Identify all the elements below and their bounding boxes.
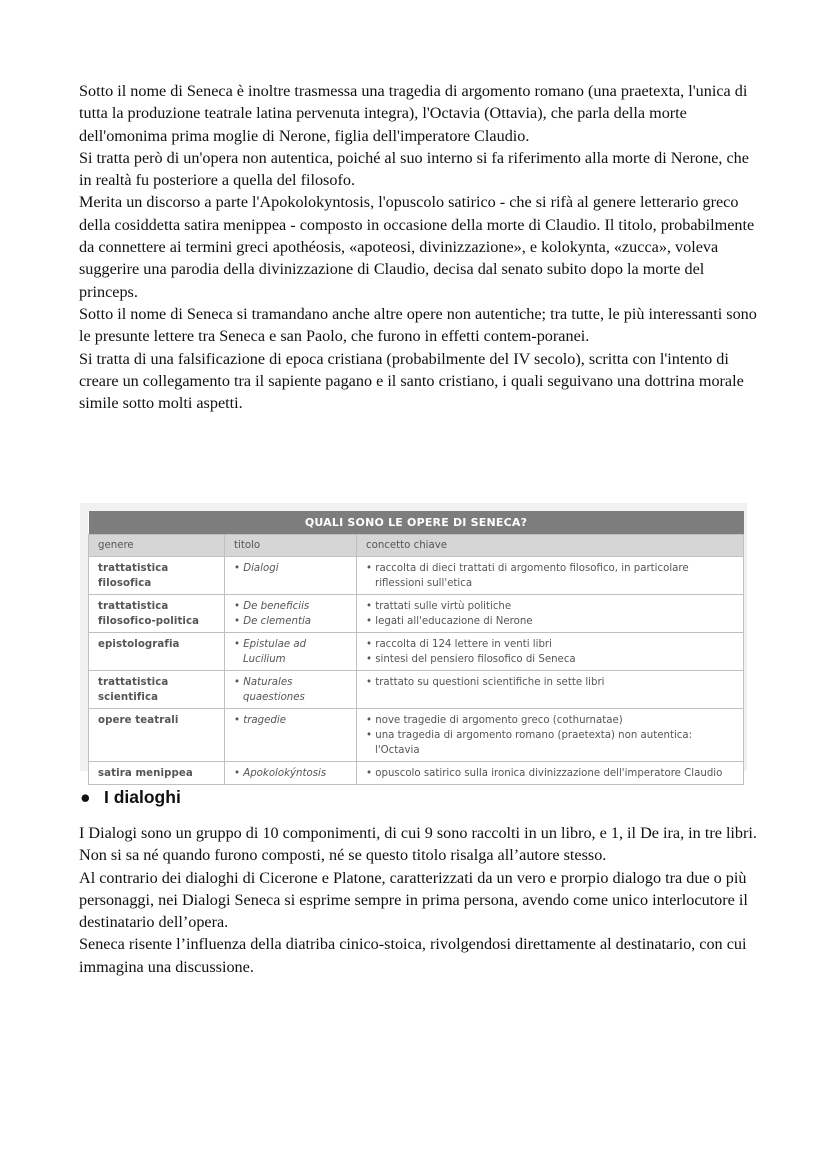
section-heading bbox=[80, 787, 181, 808]
concept-cell bbox=[357, 671, 744, 709]
concept-item: • opuscolo satirico sulla ironica divinizzazione dell'imperatore Claudio bbox=[366, 766, 737, 781]
title-item: • Apokolokýntosis bbox=[234, 766, 350, 781]
concept-cell bbox=[357, 762, 744, 785]
intro-text bbox=[79, 80, 759, 414]
title-item: • Epistulae ad Lucilium bbox=[234, 637, 350, 667]
title-cell bbox=[225, 633, 357, 671]
table-row bbox=[89, 709, 744, 762]
paragraph: Si tratta di una falsificazione di epoca cristiana (probabilmente del IV secolo), scritta con l'intento di creare un collegamento tra il sapiente pagano e il santo cristiano, i quali seguivano una dottrina morale simile sotto molti aspetti. bbox=[79, 349, 744, 413]
bullet-icon: ● bbox=[80, 787, 91, 807]
column-header: titolo bbox=[225, 535, 357, 557]
works-table bbox=[88, 511, 744, 785]
works-table-panel bbox=[80, 503, 747, 779]
genre-cell: trattatistica filosofico-politica bbox=[89, 595, 225, 633]
paragraph: Non si sa né quando furono composti, né se questo titolo risalga all’autore stesso. bbox=[79, 846, 607, 865]
table-caption: QUALI SONO LE OPERE DI SENECA? bbox=[89, 511, 744, 535]
genre-cell: opere teatrali bbox=[89, 709, 225, 762]
column-header: genere bbox=[89, 535, 225, 557]
paragraph: Sotto il nome di Seneca è inoltre trasmessa una tragedia di argomento romano (una praetexta, l'unica di tutta la produzione teatrale latina pervenuta integra), l'Octavia (Ottavia), che parla della morte dell'omonima prima moglie di Nerone, figlia dell'imperatore Claudio. bbox=[79, 82, 748, 145]
genre-cell: trattatistica filosofica bbox=[89, 557, 225, 595]
genre-cell: trattatistica scientifica bbox=[89, 671, 225, 709]
concept-item: • sintesi del pensiero filosofico di Seneca bbox=[366, 652, 737, 667]
title-item: • tragedie bbox=[234, 713, 350, 728]
section-title: I dialoghi bbox=[104, 787, 181, 807]
title-item: • Dialogi bbox=[234, 561, 350, 576]
title-item: • De beneficiis bbox=[234, 599, 350, 614]
concept-cell bbox=[357, 557, 744, 595]
concept-item: • raccolta di dieci trattati di argomento filosofico, in particolare riflessioni sull'etica bbox=[366, 561, 737, 591]
concept-cell bbox=[357, 633, 744, 671]
title-cell bbox=[225, 709, 357, 762]
title-cell bbox=[225, 595, 357, 633]
genre-cell: epistolografia bbox=[89, 633, 225, 671]
title-cell bbox=[225, 671, 357, 709]
paragraph: Merita un discorso a parte l'Apokolokyntosis, l'opuscolo satirico - che si rifà al genere letterario greco della cosiddetta satira menippea - composto in occasione della morte di Claudio. Il titolo, probabilmente da connettere ai termini greci apothéosis, «apoteosi, divinizzazione», e kolokynta, «zucca», voleva suggerire una parodia della divinizzazione di Claudio, decisa dal senato subito dopo la morte del princeps. bbox=[79, 193, 755, 301]
table-row bbox=[89, 633, 744, 671]
column-header: concetto chiave bbox=[357, 535, 744, 557]
paragraph: Sotto il nome di Seneca si tramandano anche altre opere non autentiche; tra tutte, le più interessanti sono le presunte lettere tra Seneca e san Paolo, che furono in effetti contem-poranei. bbox=[79, 304, 757, 346]
genre-cell: satira menippea bbox=[89, 762, 225, 785]
concept-cell bbox=[357, 595, 744, 633]
concept-item: • legati all'educazione di Nerone bbox=[366, 614, 737, 629]
table-row bbox=[89, 557, 744, 595]
title-item: • Naturales quaestiones bbox=[234, 675, 350, 705]
title-cell bbox=[225, 557, 357, 595]
concept-cell bbox=[357, 709, 744, 762]
paragraph: Si tratta però di un'opera non autentica, poiché al suo interno si fa riferimento alla morte di Nerone, che in realtà fu posteriore a quella del filosofo. bbox=[79, 148, 749, 190]
concept-item: • una tragedia di argomento romano (praetexta) non autentica: l'Octavia bbox=[366, 728, 737, 758]
paragraph: Seneca risente l’influenza della diatriba cinico-stoica, rivolgendosi direttamente al destinatario, con cui immagina una discussione. bbox=[79, 935, 747, 976]
paragraph: Al contrario dei dialoghi di Cicerone e Platone, caratterizzati da un vero e prorpio dialogo tra due o più personaggi, nei Dialogi Seneca si esprime sempre in prima persona, avendo come unico interlocutore il destinatario dell’opera. bbox=[79, 868, 748, 932]
table-row bbox=[89, 595, 744, 633]
concept-item: • nove tragedie di argomento greco (cothurnatae) bbox=[366, 713, 737, 728]
concept-item: • raccolta di 124 lettere in venti libri bbox=[366, 637, 737, 652]
table-row bbox=[89, 762, 744, 785]
concept-item: • trattato su questioni scientifiche in sette libri bbox=[366, 675, 737, 690]
paragraph: I Dialogi sono un gruppo di 10 componimenti, di cui 9 sono raccolti in un libro, e 1, il De ira, in tre libri. bbox=[79, 824, 757, 842]
concept-item: • trattati sulle virtù politiche bbox=[366, 599, 737, 614]
title-cell bbox=[225, 762, 357, 785]
title-item: • De clementia bbox=[234, 614, 350, 629]
table-row bbox=[89, 671, 744, 709]
dialoghi-text bbox=[79, 822, 759, 978]
